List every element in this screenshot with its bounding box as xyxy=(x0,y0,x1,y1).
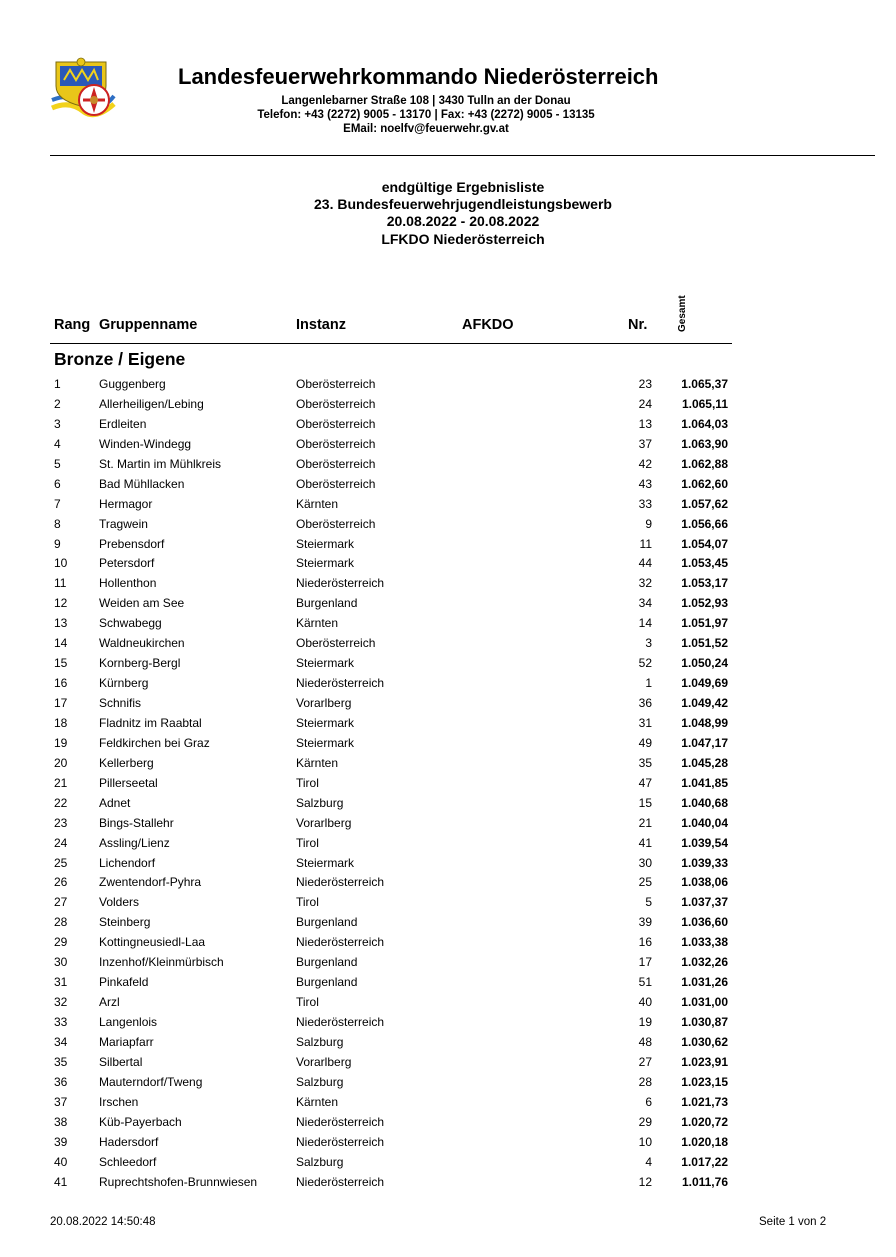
table-row xyxy=(0,753,896,773)
table-row xyxy=(0,1152,896,1172)
cell-gesamt: 1.047,17 xyxy=(681,735,728,750)
page-indicator: Seite 1 von 2 xyxy=(759,1216,827,1228)
table-row xyxy=(0,992,896,1012)
table-row xyxy=(0,1132,896,1152)
cell-gesamt: 1.023,91 xyxy=(681,1054,728,1069)
cell-gesamt: 1.057,62 xyxy=(681,496,728,511)
cell-nr: 19 xyxy=(638,1015,652,1029)
table-row xyxy=(0,733,896,753)
table-row xyxy=(0,872,896,892)
cell-gesamt: 1.041,85 xyxy=(681,775,728,790)
cell-gesamt: 1.049,69 xyxy=(681,676,728,691)
competition-dates: 20.08.2022 - 20.08.2022 xyxy=(386,213,540,229)
table-row xyxy=(0,593,896,613)
table-row xyxy=(0,553,896,573)
cell-nr: 12 xyxy=(638,1174,652,1189)
table-row xyxy=(0,972,896,992)
cell-gesamt: 1.020,72 xyxy=(681,1114,728,1129)
column-header-gesamt xyxy=(666,290,698,334)
cell-instanz: Oberösterreich xyxy=(296,636,376,651)
cell-gruppenname: St. Martin im Mühlkreis xyxy=(99,456,222,471)
column-header-nr: Nr. xyxy=(628,317,648,333)
cell-gesamt: 1.037,37 xyxy=(681,895,728,910)
cell-nr: 4 xyxy=(645,1154,652,1169)
cell-rang: 24 xyxy=(54,835,68,850)
cell-nr: 25 xyxy=(638,875,652,890)
table-row xyxy=(0,912,896,932)
table-row xyxy=(0,1032,896,1052)
cell-nr: 51 xyxy=(638,975,652,990)
table-row xyxy=(0,1092,896,1112)
cell-instanz: Kärnten xyxy=(296,1094,339,1109)
cell-gesamt: 1.049,42 xyxy=(681,696,728,710)
cell-gesamt: 1.062,88 xyxy=(681,456,728,471)
cell-instanz: Vorarlberg xyxy=(296,815,352,830)
cell-instanz: Burgenland xyxy=(296,915,358,930)
cell-gruppenname: Kellerberg xyxy=(99,755,154,770)
cell-gruppenname: Prebensdorf xyxy=(99,536,165,551)
cell-rang: 9 xyxy=(54,536,61,551)
cell-gesamt: 1.040,68 xyxy=(681,795,728,810)
cell-instanz: Niederösterreich xyxy=(296,1015,385,1029)
cell-rang: 30 xyxy=(54,955,68,970)
table-row xyxy=(0,1052,896,1072)
table-row xyxy=(0,932,896,952)
cell-gesamt: 1.040,04 xyxy=(681,815,728,830)
cell-nr: 11 xyxy=(639,536,652,551)
cell-gruppenname: Allerheiligen/Lebing xyxy=(99,396,204,411)
cell-rang: 13 xyxy=(54,616,68,631)
cell-nr: 9 xyxy=(645,516,652,531)
cell-instanz: Steiermark xyxy=(296,536,355,551)
cell-rang: 6 xyxy=(54,476,61,491)
cell-gruppenname: Fladnitz im Raabtal xyxy=(99,715,202,730)
organizer: LFKDO Niederösterreich xyxy=(381,231,545,247)
table-row xyxy=(0,573,896,593)
table-row xyxy=(0,613,896,633)
cell-gruppenname: Schwabegg xyxy=(99,616,162,631)
cell-rang: 39 xyxy=(54,1134,68,1149)
cell-rang: 2 xyxy=(54,396,61,411)
cell-gruppenname: Adnet xyxy=(99,795,131,810)
cell-instanz: Tirol xyxy=(296,895,319,910)
cell-gruppenname: Hollenthon xyxy=(99,576,157,591)
cell-gesamt: 1.065,37 xyxy=(681,377,728,391)
cell-nr: 47 xyxy=(638,775,652,790)
cell-instanz: Oberösterreich xyxy=(296,416,376,431)
cell-gruppenname: Bad Mühllacken xyxy=(99,476,185,491)
cell-instanz: Tirol xyxy=(296,835,319,850)
cell-instanz: Burgenland xyxy=(296,955,358,970)
section-title: Bronze / Eigene xyxy=(54,349,186,369)
cell-rang: 16 xyxy=(54,676,68,691)
cell-gesamt: 1.051,97 xyxy=(681,616,728,631)
cell-gruppenname: Langenlois xyxy=(99,1015,158,1029)
cell-rang: 5 xyxy=(54,456,61,471)
cell-rang: 15 xyxy=(54,656,68,671)
cell-nr: 48 xyxy=(638,1034,652,1049)
cell-gesamt: 1.053,17 xyxy=(681,576,728,591)
cell-nr: 14 xyxy=(638,616,652,631)
cell-rang: 27 xyxy=(54,895,68,910)
cell-nr: 33 xyxy=(638,496,652,511)
cell-gruppenname: Tragwein xyxy=(99,516,148,531)
cell-gesamt: 1.051,52 xyxy=(681,636,728,651)
cell-instanz: Tirol xyxy=(296,775,319,790)
cell-rang: 11 xyxy=(54,576,67,591)
table-row xyxy=(0,1112,896,1132)
column-header-rang: Rang xyxy=(54,317,91,333)
cell-gesamt: 1.020,18 xyxy=(681,1134,728,1149)
cell-gruppenname: Kottingneusiedl-Laa xyxy=(99,935,206,950)
report-title: endgültige Ergebnisliste xyxy=(381,179,545,195)
cell-instanz: Salzburg xyxy=(296,1034,344,1049)
cell-rang: 10 xyxy=(54,556,68,571)
cell-gruppenname: Steinberg xyxy=(99,915,151,930)
results-table xyxy=(0,374,896,1191)
table-row xyxy=(0,1012,896,1032)
cell-rang: 31 xyxy=(54,975,68,990)
cell-nr: 52 xyxy=(638,656,652,671)
cell-nr: 16 xyxy=(638,935,652,950)
cell-rang: 38 xyxy=(54,1114,68,1129)
organization-title: Landesfeuerwehrkommando Niederösterreich xyxy=(178,64,659,89)
table-row xyxy=(0,633,896,653)
cell-gesamt: 1.017,22 xyxy=(681,1154,728,1169)
cell-gruppenname: Weiden am See xyxy=(99,596,185,611)
cell-gesamt: 1.030,87 xyxy=(681,1015,728,1029)
cell-rang: 28 xyxy=(54,915,68,930)
cell-gruppenname: Silbertal xyxy=(99,1054,143,1069)
cell-instanz: Steiermark xyxy=(296,656,355,671)
table-row xyxy=(0,414,896,434)
cell-instanz: Niederösterreich xyxy=(296,1114,385,1129)
table-row xyxy=(0,394,896,414)
cell-instanz: Salzburg xyxy=(296,1154,344,1169)
cell-nr: 29 xyxy=(638,1114,652,1129)
table-row xyxy=(0,653,896,673)
cell-instanz: Oberösterreich xyxy=(296,516,376,531)
table-row xyxy=(0,713,896,733)
cell-nr: 15 xyxy=(638,795,652,810)
cell-gruppenname: Ruprechtshofen-Brunnwiesen xyxy=(99,1174,258,1189)
cell-rang: 3 xyxy=(54,416,61,431)
cell-gesamt: 1.023,15 xyxy=(681,1074,728,1089)
cell-rang: 19 xyxy=(54,735,68,750)
table-row xyxy=(0,374,896,394)
cell-instanz: Salzburg xyxy=(296,1074,344,1089)
cell-gruppenname: Arzl xyxy=(99,995,120,1010)
cell-gruppenname: Assling/Lienz xyxy=(99,835,170,850)
cell-nr: 3 xyxy=(645,636,652,651)
cell-instanz: Steiermark xyxy=(296,735,355,750)
cell-gesamt: 1.039,54 xyxy=(681,835,728,850)
coat-of-arms-logo xyxy=(50,56,116,120)
cell-rang: 25 xyxy=(54,855,68,870)
cell-nr: 24 xyxy=(638,396,652,411)
cell-gruppenname: Zwentendorf-Pyhra xyxy=(99,875,202,890)
cell-gruppenname: Schnifis xyxy=(99,696,142,710)
cell-gruppenname: Erdleiten xyxy=(99,416,147,431)
cell-nr: 30 xyxy=(638,855,652,870)
cell-gruppenname: Mariapfarr xyxy=(99,1034,154,1049)
cell-instanz: Steiermark xyxy=(296,556,355,571)
cell-instanz: Steiermark xyxy=(296,855,355,870)
cell-instanz: Kärnten xyxy=(296,755,339,770)
cell-instanz: Oberösterreich xyxy=(296,436,376,451)
cell-rang: 17 xyxy=(54,696,68,710)
cell-gesamt: 1.030,62 xyxy=(681,1034,728,1049)
cell-instanz: Kärnten xyxy=(296,616,339,631)
cell-gesamt: 1.031,00 xyxy=(681,995,728,1010)
cell-gesamt: 1.056,66 xyxy=(681,516,728,531)
cell-gruppenname: Kornberg-Bergl xyxy=(99,656,181,671)
cell-instanz: Niederösterreich xyxy=(296,676,385,691)
cell-gesamt: 1.048,99 xyxy=(681,715,728,730)
organization-address: Langenlebarner Straße 108 | 3430 Tulln an der Donau xyxy=(281,95,571,107)
table-row xyxy=(0,833,896,853)
table-row xyxy=(0,793,896,813)
cell-instanz: Oberösterreich xyxy=(296,456,376,471)
cell-instanz: Niederösterreich xyxy=(296,1134,385,1149)
column-header-gesamt-text: Gesamt xyxy=(677,295,688,332)
column-header-instanz: Instanz xyxy=(296,317,346,333)
cell-rang: 20 xyxy=(54,755,68,770)
column-header-gruppenname: Gruppenname xyxy=(99,317,198,333)
table-row xyxy=(0,494,896,514)
cell-instanz: Niederösterreich xyxy=(296,875,385,890)
cell-gruppenname: Irschen xyxy=(99,1094,139,1109)
cell-instanz: Oberösterreich xyxy=(296,476,376,491)
cell-rang: 14 xyxy=(54,636,68,651)
table-row xyxy=(0,1072,896,1092)
column-header-afkdo: AFKDO xyxy=(462,317,514,333)
cell-nr: 23 xyxy=(638,377,652,391)
cell-nr: 31 xyxy=(638,715,652,730)
cell-nr: 27 xyxy=(638,1054,652,1069)
cell-gruppenname: Volders xyxy=(99,895,140,910)
cell-gesamt: 1.062,60 xyxy=(681,476,728,491)
cell-gesamt: 1.021,73 xyxy=(681,1094,728,1109)
cell-nr: 5 xyxy=(645,895,652,910)
cell-nr: 6 xyxy=(645,1094,652,1109)
table-row xyxy=(0,693,896,713)
cell-nr: 13 xyxy=(638,416,652,431)
table-row xyxy=(0,514,896,534)
cell-nr: 43 xyxy=(638,476,652,491)
cell-rang: 8 xyxy=(54,516,61,531)
table-row xyxy=(0,813,896,833)
cell-instanz: Burgenland xyxy=(296,975,358,990)
table-row xyxy=(0,1172,896,1192)
cell-rang: 34 xyxy=(54,1034,68,1049)
cell-rang: 35 xyxy=(54,1054,68,1069)
cell-gruppenname: Küb-Payerbach xyxy=(99,1114,182,1129)
cell-rang: 12 xyxy=(54,596,68,611)
cell-gesamt: 1.064,03 xyxy=(681,416,728,431)
cell-nr: 41 xyxy=(638,835,652,850)
cell-nr: 32 xyxy=(638,576,652,591)
cell-gesamt: 1.038,06 xyxy=(681,875,728,890)
cell-nr: 1 xyxy=(645,676,652,691)
organization-phone-fax: Telefon: +43 (2272) 9005 - 13170 | Fax: +43 (2272) 9005 - 13135 xyxy=(257,109,595,121)
cell-gesamt: 1.036,60 xyxy=(681,915,728,930)
print-timestamp: 20.08.2022 14:50:48 xyxy=(50,1216,156,1228)
cell-gruppenname: Inzenhof/Kleinmürbisch xyxy=(99,955,224,970)
cell-gruppenname: Hadersdorf xyxy=(99,1134,159,1149)
cell-gruppenname: Guggenberg xyxy=(99,377,166,391)
cell-gruppenname: Kürnberg xyxy=(99,676,149,691)
cell-gruppenname: Mauterndorf/Tweng xyxy=(99,1074,203,1089)
cell-gruppenname: Bings-Stallehr xyxy=(99,815,174,830)
cell-gesamt: 1.065,11 xyxy=(681,396,728,411)
cell-gesamt: 1.053,45 xyxy=(681,556,728,571)
cell-gesamt: 1.039,33 xyxy=(681,855,728,870)
cell-instanz: Steiermark xyxy=(296,715,355,730)
cell-gruppenname: Pillerseetal xyxy=(99,775,158,790)
table-row xyxy=(0,773,896,793)
cell-gruppenname: Pinkafeld xyxy=(99,975,149,990)
cell-gesamt: 1.033,38 xyxy=(681,935,728,950)
cell-nr: 49 xyxy=(638,735,652,750)
cell-rang: 21 xyxy=(54,775,68,790)
cell-nr: 17 xyxy=(638,955,652,970)
cell-rang: 32 xyxy=(54,995,68,1010)
cell-rang: 29 xyxy=(54,935,68,950)
cell-rang: 7 xyxy=(54,496,61,511)
table-row xyxy=(0,853,896,873)
cell-instanz: Kärnten xyxy=(296,496,339,511)
cell-instanz: Vorarlberg xyxy=(296,696,352,710)
header-divider xyxy=(50,155,875,156)
cell-nr: 37 xyxy=(638,436,652,451)
cell-rang: 33 xyxy=(54,1015,68,1029)
cell-gruppenname: Hermagor xyxy=(99,496,153,511)
table-row xyxy=(0,952,896,972)
cell-instanz: Tirol xyxy=(296,995,319,1010)
table-row xyxy=(0,534,896,554)
cell-nr: 35 xyxy=(638,755,652,770)
cell-nr: 36 xyxy=(638,696,652,710)
cell-rang: 23 xyxy=(54,815,68,830)
cell-instanz: Oberösterreich xyxy=(296,396,376,411)
cell-gesamt: 1.050,24 xyxy=(681,656,728,671)
cell-nr: 44 xyxy=(638,556,652,571)
cell-rang: 22 xyxy=(54,795,68,810)
cell-rang: 18 xyxy=(54,715,68,730)
cell-gruppenname: Petersdorf xyxy=(99,556,155,571)
cell-gesamt: 1.045,28 xyxy=(681,755,728,770)
cell-rang: 36 xyxy=(54,1074,68,1089)
organization-email: EMail: noelfv@feuerwehr.gv.at xyxy=(343,123,509,135)
cell-rang: 41 xyxy=(54,1174,68,1189)
cell-nr: 34 xyxy=(638,596,652,611)
cell-gruppenname: Winden-Windegg xyxy=(99,436,192,451)
competition-name: 23. Bundesfeuerwehrjugendleistungsbewerb xyxy=(314,196,612,212)
cell-nr: 28 xyxy=(638,1074,652,1089)
cell-gruppenname: Waldneukirchen xyxy=(99,636,185,651)
cell-nr: 42 xyxy=(638,456,652,471)
cell-instanz: Burgenland xyxy=(296,596,358,611)
cell-rang: 1 xyxy=(54,377,61,391)
cell-instanz: Niederösterreich xyxy=(296,1174,385,1189)
cell-rang: 26 xyxy=(54,875,68,890)
table-row xyxy=(0,434,896,454)
cell-nr: 39 xyxy=(638,915,652,930)
cell-instanz: Vorarlberg xyxy=(296,1054,352,1069)
cell-instanz: Salzburg xyxy=(296,795,344,810)
table-row xyxy=(0,673,896,693)
cell-nr: 40 xyxy=(638,995,652,1010)
cell-instanz: Oberösterreich xyxy=(296,377,376,391)
cell-gesamt: 1.031,26 xyxy=(681,975,728,990)
cell-instanz: Niederösterreich xyxy=(296,576,385,591)
table-row xyxy=(0,892,896,912)
table-row xyxy=(0,454,896,474)
cell-gesamt: 1.032,26 xyxy=(681,955,728,970)
cell-rang: 37 xyxy=(54,1094,68,1109)
cell-nr: 10 xyxy=(638,1134,652,1149)
cell-rang: 4 xyxy=(54,436,61,451)
cell-gesamt: 1.011,76 xyxy=(681,1174,728,1189)
cell-gesamt: 1.052,93 xyxy=(681,596,728,611)
cell-gruppenname: Schleedorf xyxy=(99,1154,157,1169)
cell-gruppenname: Feldkirchen bei Graz xyxy=(99,735,210,750)
cell-gesamt: 1.063,90 xyxy=(681,436,728,451)
cell-instanz: Niederösterreich xyxy=(296,935,385,950)
cell-gesamt: 1.054,07 xyxy=(681,536,728,551)
cell-rang: 40 xyxy=(54,1154,68,1169)
table-row xyxy=(0,474,896,494)
cell-nr: 21 xyxy=(638,815,652,830)
cell-gruppenname: Lichendorf xyxy=(99,855,156,870)
table-header-divider xyxy=(50,343,732,344)
